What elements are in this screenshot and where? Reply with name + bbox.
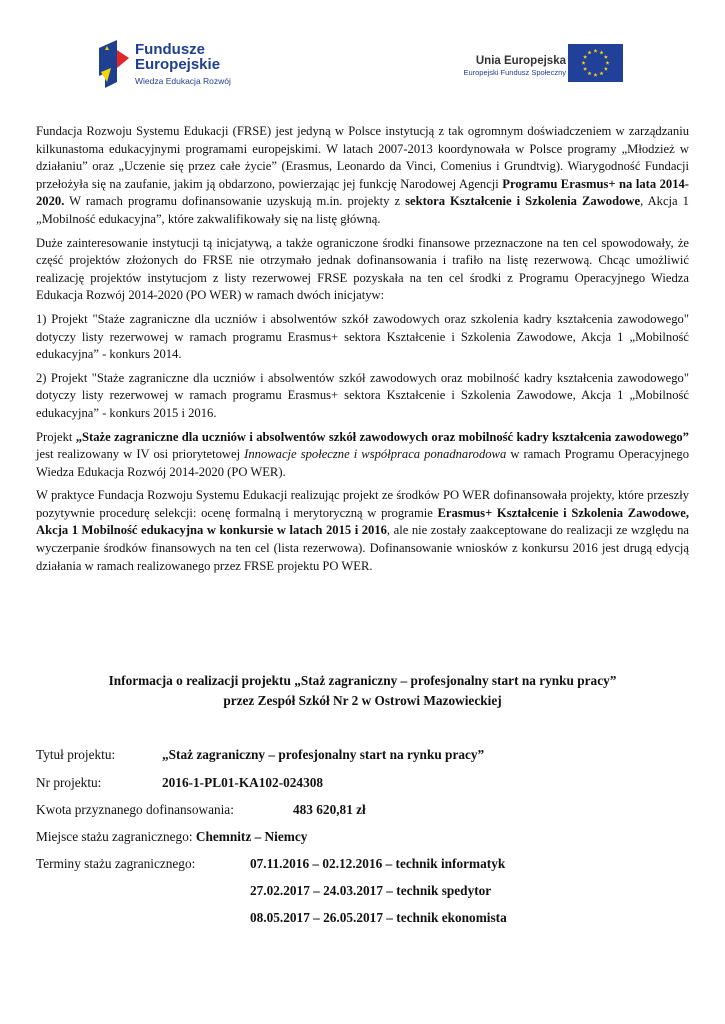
text-run: , ale nie zostały zaakceptowane do realizacji ze względu na wyczerpanie środków finansowych na ten cel (lista rezerwowa). Dofinansowanie wniosków z konkursu 2016 jest drugą edycją działania w ramach realizowanego przez FRSE projektu PO WER.: [36, 523, 689, 573]
detail-number-value: 2016-1-PL01-KA102-024308: [162, 775, 324, 790]
text-run: Duże zainteresowanie instytucji tą inicjatywą, a także ograniczone środki finansowe przeznaczone na ten cel spowodowały, że część projektów złożonych do FRSE nie otrzymało jednak dofinansowania i trafiło na listę rezerwową. Chcąc umożliwić realizację projektów instytucjom z listy rezerwowej FRSE pozyskała na ten cel środki z Programu Operacyjnego Wiedza Edukacja Rozwój 2014-2020 (PO WER) w ramach dwóch inicjatyw:: [36, 235, 689, 303]
italic-text: Innowacje społeczne i współpraca ponadnarodowa: [244, 447, 507, 462]
text-run: W praktyce Fundacja Rozwoju Systemu Edukacji realizując projekt ze środków PO WER dofinansowała projekty, które przeszły pozytywnie procedurę selekcji: ocenę formalną i merytoryczną w programie: [36, 488, 689, 520]
paragraph: [36, 487, 689, 575]
info-title: [36, 671, 689, 711]
info-title-line2: przez Zespół Szkół Nr 2 w Ostrowi Mazowieckiej: [223, 693, 502, 708]
detail-title-label: Tytuł projektu:: [36, 747, 116, 762]
detail-term-1: 07.11.2016 – 02.12.2016 – technik informatyk: [250, 856, 506, 871]
paragraph: [36, 123, 689, 229]
text-run: 1) Projekt "Staże zagraniczne dla uczniów i absolwentów szkół zawodowych oraz szkolenia kadry kształcenia zawodowego" dotyczy listy rezerwowej w ramach programu Erasmus+ sektora Kształcenie i Szkolenia Zawodowe, Akcja 1 „Mobilność edukacyjna” - konkurs 2014.: [36, 311, 689, 362]
detail-amount-value: 483 620,81 zł: [293, 802, 366, 817]
detail-title-row: [36, 746, 485, 764]
fe-logo-line2: Europejskie: [135, 56, 221, 73]
detail-title-value: „Staż zagraniczny – profesjonalny start na rynku pracy”: [162, 747, 485, 762]
ue-logo-line2: Europejski Fundusz Społeczny: [463, 68, 566, 77]
fundusze-europejskie-logo: [95, 38, 245, 90]
paragraph: [36, 235, 689, 305]
info-title-line1: Informacja o realizacji projektu „Staż zagraniczny – profesjonalny start na rynku pracy”: [108, 673, 617, 688]
fe-logo-mark-icon: [95, 38, 131, 90]
body-text: [36, 123, 689, 581]
text-run: Projekt: [36, 429, 76, 444]
header: [0, 0, 725, 110]
bold-text: „Staże zagraniczne dla uczniów i absolwentów szkół zawodowych oraz mobilność kadry kształcenia zawodowego”: [75, 429, 689, 444]
detail-terms-label: Terminy stażu zagranicznego:: [36, 856, 196, 871]
text-run: , Akcja 1 „Mobilność edukacyjna”, które zakwalifikowały się na listę główną.: [36, 194, 689, 226]
fe-logo-line1: Fundusze: [135, 41, 205, 58]
fe-logo-line3: Wiedza Edukacja Rozwój: [135, 76, 231, 86]
ue-logo-line1: Unia Europejska: [475, 55, 566, 67]
detail-place-label: Miejsce stażu zagranicznego:: [36, 829, 193, 844]
detail-number-label: Nr projektu:: [36, 775, 102, 790]
detail-term-2-row: [250, 882, 491, 900]
paragraph: [36, 429, 689, 482]
text-run: Fundacja Rozwoju Systemu Edukacji (FRSE) jest jedyną w Polsce instytucją z tak ogromnym doświadczeniem w zarządzaniu kilkunastoma edukacyjnymi programami europejskimi. W latach 2007-2013 koordynowała w Polsce programy „Młodzież w działaniu” oraz „Uczenie się przez całe życie” (Erasmus, Leonardo da Vinci, Comenius i Grundtvig). Wiarygodność Fundacji przełożyła się na zaufanie, jakim ją obdarzono, powierzając jej funkcję Narodowej Agencji: [36, 124, 689, 191]
text-run: jest realizowany w IV osi priorytetowej: [36, 447, 245, 462]
detail-amount-row: [36, 801, 366, 819]
text-run: W ramach programu dofinansowanie uzyskują m.in. projekty z: [64, 194, 406, 209]
detail-amount-label: Kwota przyznanego dofinansowania:: [36, 802, 234, 817]
paragraph: [36, 311, 689, 364]
bold-text: sektora Kształcenie i Szkolenia Zawodowe: [405, 194, 641, 209]
detail-terms-row: [36, 855, 506, 873]
detail-number-row: [36, 774, 324, 792]
text-run: 2) Projekt "Staże zagraniczne dla uczniów i absolwentów szkół zawodowych oraz mobilność kadry kształcenia zawodowego" dotyczy listy rezerwowej w ramach programu Erasmus+ sektora Kształcenie i Szkolenia Zawodowe, Akcja 1 „Mobilność edukacyjna” - konkurs 2015 i 2016.: [36, 370, 689, 420]
detail-place-value: Chemnitz – Niemcy: [195, 829, 308, 844]
unia-europejska-logo: [443, 44, 623, 84]
detail-term-3: 08.05.2017 – 26.05.2017 – technik ekonomista: [250, 910, 507, 925]
text-run: w ramach Programu Operacyjnego Wiedza Edukacja Rozwój 2014-2020 (PO WER).: [36, 447, 690, 479]
paragraph: [36, 370, 689, 423]
detail-term-2: 27.02.2017 – 24.03.2017 – technik spedytor: [250, 883, 492, 898]
detail-place-row: [36, 828, 307, 846]
eu-flag-icon: [568, 44, 623, 82]
detail-term-3-row: [250, 909, 507, 927]
bold-text: Programu Erasmus+ na lata 2014-2020.: [36, 176, 689, 209]
bold-text: Erasmus+ Kształcenie i Szkolenia Zawodowe, Akcja 1 Mobilność edukacyjna w konkursie w latach 2015 i 2016: [36, 505, 689, 538]
